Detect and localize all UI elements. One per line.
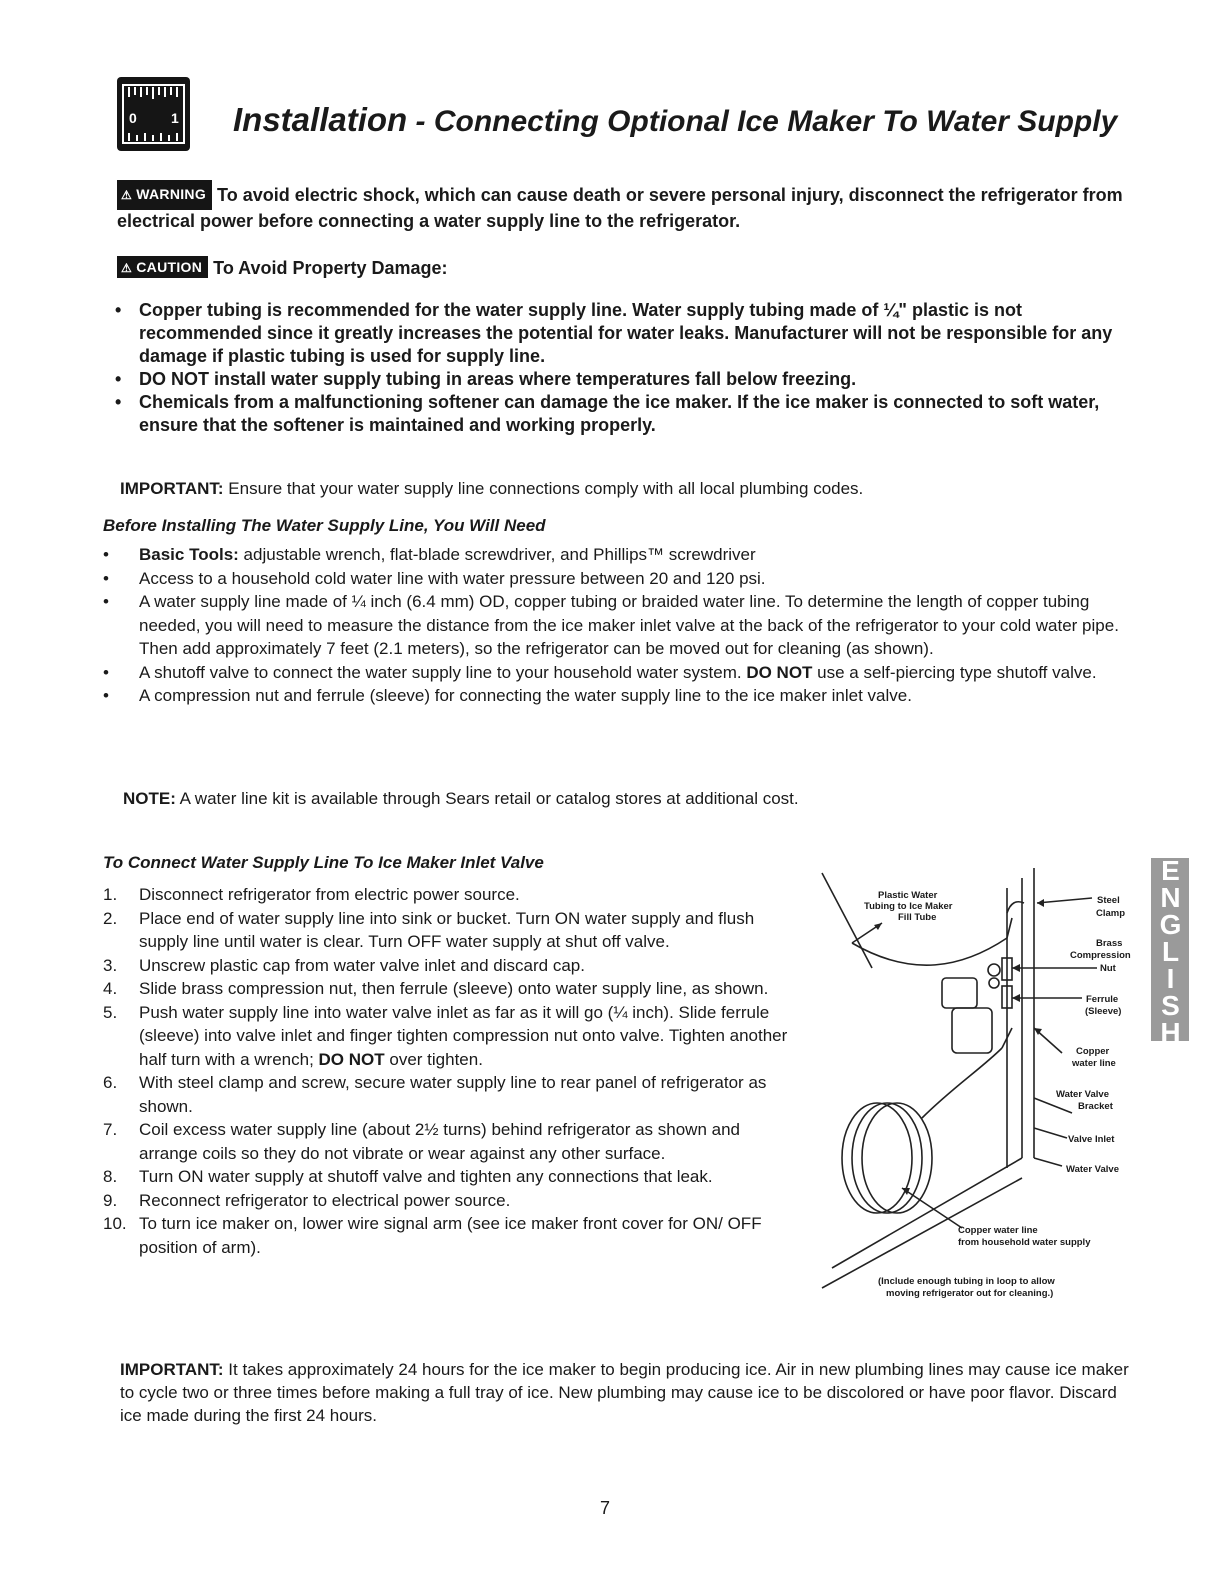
title-rest: - Connecting Optional Ice Maker To Water Supply [407,105,1118,138]
svg-text:0: 0 [129,110,137,126]
label-sleeve: (Sleeve) [1085,1006,1122,1017]
label-moving-refrigerator: moving refrigerator out for cleaning.) [886,1288,1054,1299]
caution-badge: ⚠ CAUTION [117,256,208,278]
important-note-1 [120,479,863,499]
caution-bullets [115,299,1145,437]
list-item: • A shutoff valve to connect the water supply line to your household water system. DO NOT use a self-piercing type shutoff valve. [103,661,1153,685]
list-item: • Access to a household cold water line with water pressure between 20 and 120 psi. [103,567,1153,591]
warning-triangle-icon: ⚠ [121,188,133,202]
page-number: 7 [600,1498,611,1518]
step: 10. To turn ice maker on, lower wire signal arm (see ice maker front cover for ON/ OFF position of arm). [103,1214,762,1257]
list-item: • A compression nut and ferrule (sleeve) for connecting the water supply line to the ice maker inlet valve. [103,684,1153,708]
label-steel: Steel [1097,895,1120,906]
label-plastic-water: Plastic Water [878,890,938,901]
label-copper: Copper [1076,1046,1110,1057]
label-bracket: Bracket [1078,1101,1113,1112]
important-label: IMPORTANT: [120,1360,224,1379]
language-tab [1151,855,1189,1044]
language-tab-label: ENGLISH [1155,855,1186,1044]
important-text: It takes approximately 24 hours for the ice maker to begin producing ice. Air in new plumbing lines may cause ice maker to cycle two or three times before making a full tray of ice. New plumbing may cause ice to be discolored or have poor flavor. Discard ice made during the first 24 hours. [120,1360,1129,1425]
warning-badge: ⚠ WARNING [117,180,212,210]
step: 6. With steel clamp and screw, secure water supply line to rear panel of refrigerator as shown. [103,1073,767,1116]
label-include-tubing: (Include enough tubing in loop to allow [878,1276,1055,1287]
step: 7. Coil excess water supply line (about 2½ turns) behind refrigerator as shown and arrange coils so they do not vibrate or wear against any other surface. [103,1120,740,1163]
note-text: A water line kit is available through Sears retail or catalog stores at additional cost. [175,789,799,808]
connect-heading: To Connect Water Supply Line To Ice Maker Inlet Valve [103,853,544,872]
step: 1. Disconnect refrigerator from electric power source. [103,885,520,904]
important-text: Ensure that your water supply line connections comply with all local plumbing codes. [223,479,864,498]
ice-maker-connection-diagram [812,858,1132,1318]
caution-heading-text: To Avoid Property Damage: [213,258,448,278]
before-heading: Before Installing The Water Supply Line, You Will Need [103,516,546,535]
label-copper-water-line: Copper water line [958,1225,1038,1236]
list-item: • A water supply line made of ¼ inch (6.4 mm) OD, copper tubing or braided water line. To determine the length of copper tubing needed, you will need to measure the distance from the ice maker inlet valve at the back of the refrigerator to your cold water pipe. Then add approximately 7 feet (2.1 meters), so the refrigerator can be moved out for cleaning (as shown). [103,590,1153,661]
label-fill-tube: Fill Tube [898,912,937,923]
label-ferrule: Ferrule [1086,994,1119,1005]
step: 8. Turn ON water supply at shutoff valve and tighten any connections that leak. [103,1167,713,1186]
step: 4. Slide brass compression nut, then ferrule (sleeve) onto water supply line, as shown. [103,979,769,998]
title-main: Installation [233,101,408,138]
label-valve-inlet: Valve Inlet [1068,1134,1115,1145]
label-clamp: Clamp [1096,908,1126,919]
label-household-supply: from household water supply [958,1237,1091,1248]
caution-heading [117,256,448,279]
diagram-illustration [812,858,1132,1318]
warning-block [117,180,1127,233]
page-title [233,101,1117,139]
caution-bullet: • Chemicals from a malfunctioning softener can damage the ice maker. If the ice maker is connected to soft water, ensure that the softener is maintained and working properly. [115,391,1145,437]
label-water-line: water line [1072,1058,1116,1069]
caution-bullet: • Copper tubing is recommended for the water supply line. Water supply tubing made of ¼" plastic is not recommended since it greatly increases the potential for water leaks. Manufacturer will not be responsible for any damage if plastic tubing is used for supply line. [115,299,1145,368]
connect-steps [103,883,793,1259]
important-label: IMPORTANT: [120,479,224,498]
step: 2. Place end of water supply line into sink or bucket. Turn ON water supply and flush supply line until water is clear. Turn OFF water supply at shut off valve. [103,908,755,951]
before-bullets [103,543,1153,708]
list-item: • Basic Tools: adjustable wrench, flat-blade screwdriver, and Phillips™ screwdriver [103,543,1153,567]
svg-text:1: 1 [171,110,179,126]
ruler-logo-icon [117,77,190,151]
note-label: NOTE: [123,789,176,808]
step: 9. Reconnect refrigerator to electrical power source. [103,1190,511,1210]
important-note-2 [120,1358,1130,1427]
label-water-valve: Water Valve [1066,1164,1119,1175]
step: 5. Push water supply line into water valve inlet as far as it will go (¼ inch). Slide ferrule (sleeve) into valve inlet and finger tighten compression nut onto valve. Tighten another half turn with a wrench; DO NOT over tighten. [103,1002,788,1069]
label-nut: Nut [1100,963,1116,974]
caution-triangle-icon: ⚠ [121,261,133,275]
label-compression: Compression [1070,950,1131,961]
note [123,789,799,809]
label-brass: Brass [1096,938,1123,949]
caution-bullet: • DO NOT install water supply tubing in areas where temperatures fall below freezing. [115,368,1145,391]
warning-text: To avoid electric shock, which can cause death or severe personal injury, disconnect the refrigerator from electrical power before connecting a water supply line to the refrigerator. [117,185,1123,231]
label-tubing-ice-maker: Tubing to Ice Maker [864,901,953,912]
step: 3. Unscrew plastic cap from water valve inlet and discard cap. [103,955,585,975]
label-water-valve-bracket: Water Valve [1056,1089,1109,1100]
